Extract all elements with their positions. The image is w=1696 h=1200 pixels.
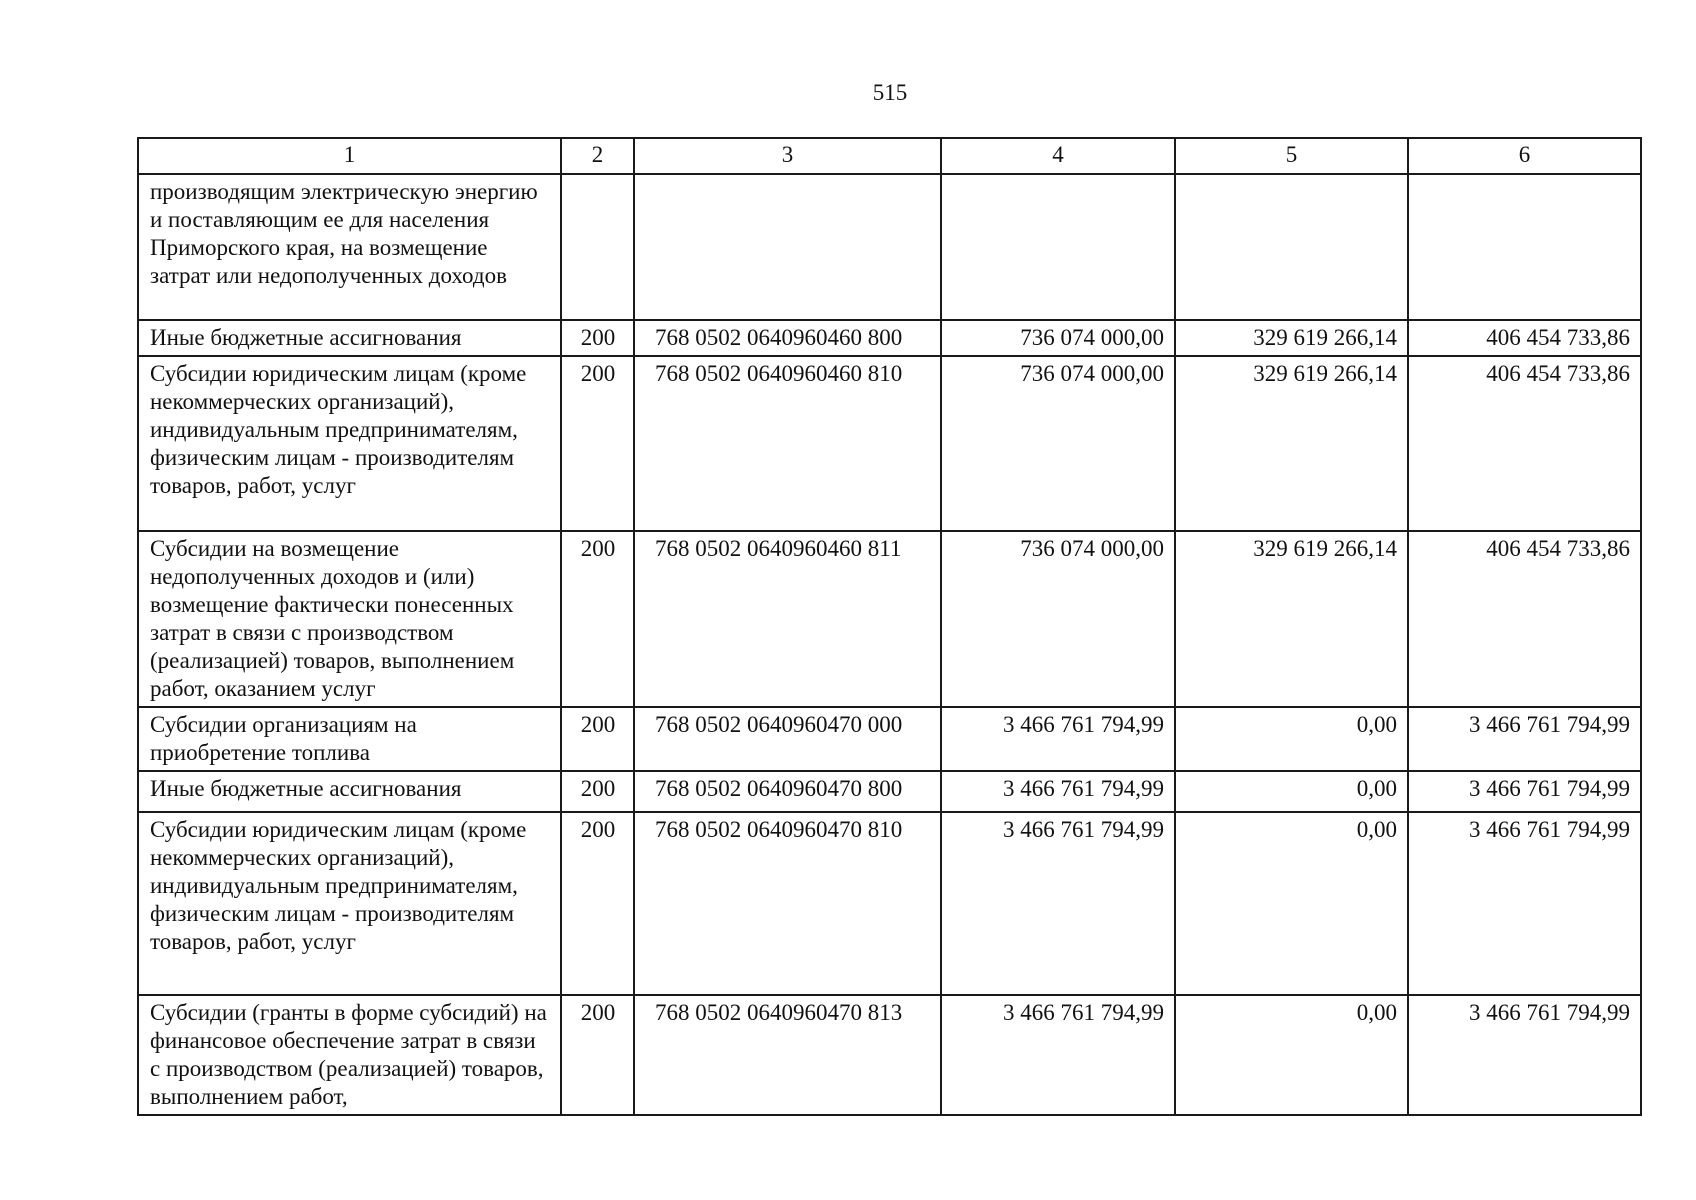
row-amount-5: 329 619 266,14: [1175, 531, 1408, 707]
budget-table: [137, 137, 1642, 1116]
row-amount-4: [941, 174, 1175, 320]
row-amount-6: 406 454 733,86: [1408, 531, 1641, 707]
row-code: 768 0502 0640960460 811: [634, 531, 941, 707]
row-code: 768 0502 0640960470 813: [634, 995, 941, 1115]
row-amount-6: 406 454 733,86: [1408, 320, 1641, 356]
table-row: [138, 531, 1641, 707]
row-amount-4: 736 074 000,00: [941, 356, 1175, 531]
row-amount-5: 0,00: [1175, 995, 1408, 1115]
row-description: Иные бюджетные ассигнования: [138, 771, 561, 812]
row-amount-5: [1175, 174, 1408, 320]
row-col2: 200: [561, 531, 634, 707]
row-amount-5: 329 619 266,14: [1175, 320, 1408, 356]
row-description: производящим электрическую энергию и поставляющим ее для населения Приморского края, на возмещение затрат или недополученных доходов: [138, 174, 561, 320]
row-amount-5: 0,00: [1175, 771, 1408, 812]
row-col2: 200: [561, 771, 634, 812]
row-amount-4: 736 074 000,00: [941, 531, 1175, 707]
row-description: Субсидии на возмещение недополученных доходов и (или) возмещение фактически понесенных затрат в связи с производством (реализацией) товаров, выполнением работ, оказанием услуг: [138, 531, 561, 707]
row-description: Субсидии юридическим лицам (кроме некоммерческих организаций), индивидуальным предпринимателям, физическим лицам - производителям товаров, работ, услуг: [138, 812, 561, 995]
row-code: [634, 174, 941, 320]
table-row: [138, 174, 1641, 320]
row-col2: 200: [561, 707, 634, 771]
header-row: [138, 138, 1641, 174]
row-code: 768 0502 0640960460 800: [634, 320, 941, 356]
table-row: [138, 356, 1641, 531]
table-row: [138, 771, 1641, 812]
row-amount-6: 3 466 761 794,99: [1408, 707, 1641, 771]
header-cell-3: 3: [634, 138, 941, 174]
table-row: [138, 812, 1641, 995]
row-amount-5: 0,00: [1175, 812, 1408, 995]
row-description: Субсидии юридическим лицам (кроме некоммерческих организаций), индивидуальным предпринимателям, физическим лицам - производителям товаров, работ, услуг: [138, 356, 561, 531]
row-amount-5: 329 619 266,14: [1175, 356, 1408, 531]
row-col2: 200: [561, 812, 634, 995]
page-number: 515: [872, 80, 908, 105]
row-amount-4: 3 466 761 794,99: [941, 771, 1175, 812]
row-amount-6: 3 466 761 794,99: [1408, 812, 1641, 995]
header-cell-1: 1: [138, 138, 561, 174]
row-description: Субсидии организациям на приобретение топлива: [138, 707, 561, 771]
row-amount-6: 3 466 761 794,99: [1408, 771, 1641, 812]
row-col2: 200: [561, 320, 634, 356]
header-cell-4: 4: [941, 138, 1175, 174]
row-amount-4: 3 466 761 794,99: [941, 812, 1175, 995]
row-amount-4: 3 466 761 794,99: [941, 707, 1175, 771]
row-code: 768 0502 0640960460 810: [634, 356, 941, 531]
row-col2: [561, 174, 634, 320]
row-amount-6: 406 454 733,86: [1408, 356, 1641, 531]
header-cell-5: 5: [1175, 138, 1408, 174]
header-cell-2: 2: [561, 138, 634, 174]
row-code: 768 0502 0640960470 000: [634, 707, 941, 771]
row-description: Субсидии (гранты в форме субсидий) на финансовое обеспечение затрат в связи с производством (реализацией) товаров, выполнением работ,: [138, 995, 561, 1115]
table-row: [138, 707, 1641, 771]
row-amount-5: 0,00: [1175, 707, 1408, 771]
row-code: 768 0502 0640960470 810: [634, 812, 941, 995]
table-row: [138, 995, 1641, 1115]
row-amount-4: 3 466 761 794,99: [941, 995, 1175, 1115]
row-code: 768 0502 0640960470 800: [634, 771, 941, 812]
row-amount-6: [1408, 174, 1641, 320]
row-amount-6: 3 466 761 794,99: [1408, 995, 1641, 1115]
row-description: Иные бюджетные ассигнования: [138, 320, 561, 356]
row-col2: 200: [561, 995, 634, 1115]
row-amount-4: 736 074 000,00: [941, 320, 1175, 356]
header-cell-6: 6: [1408, 138, 1641, 174]
table-row: [138, 320, 1641, 356]
row-col2: 200: [561, 356, 634, 531]
